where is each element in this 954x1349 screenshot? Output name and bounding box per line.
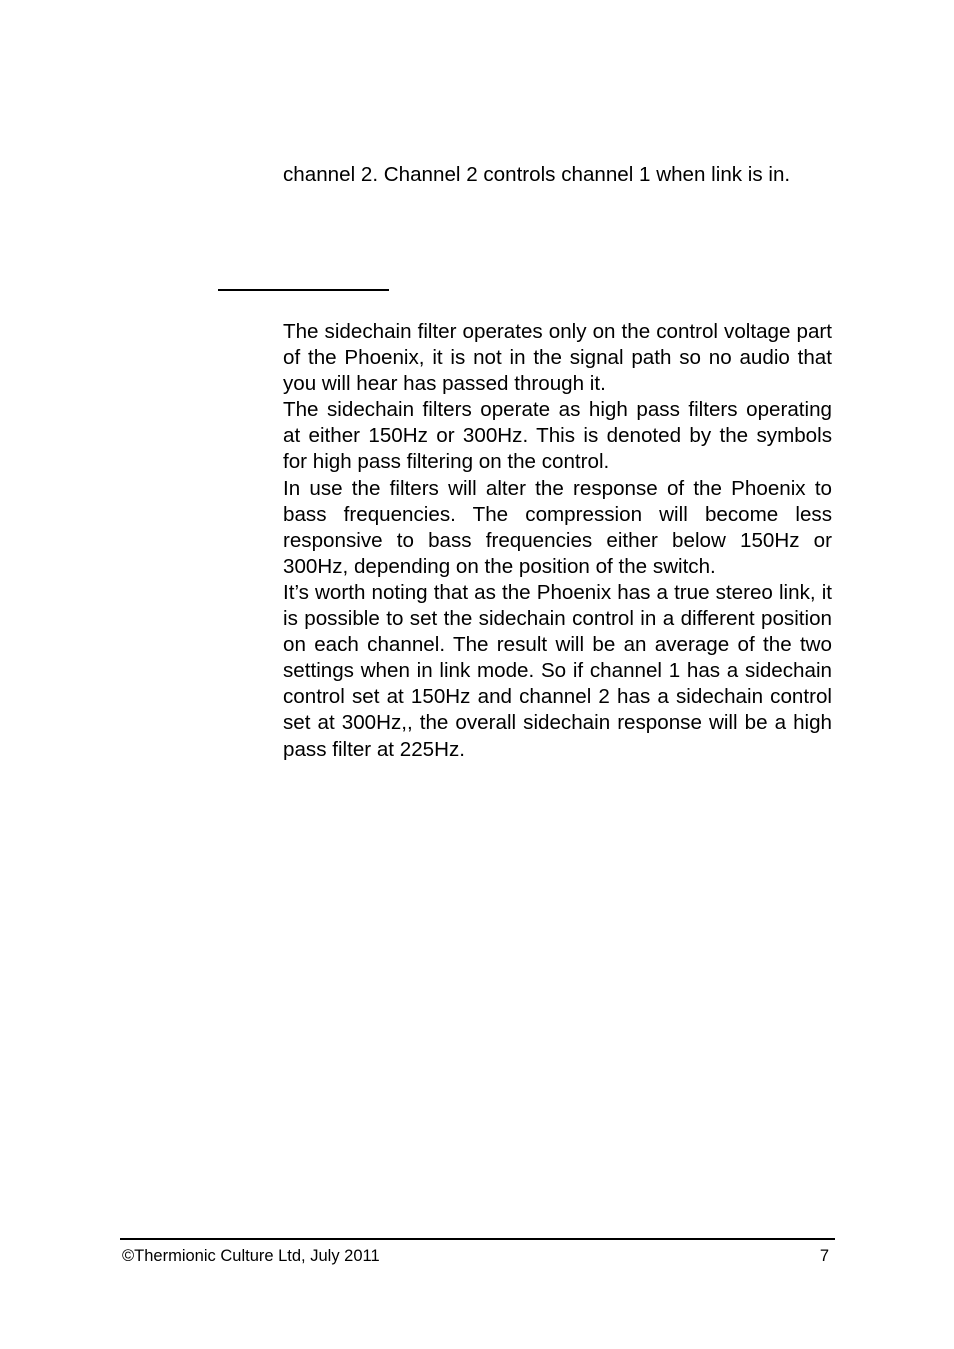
sidechain-paragraph-4: It’s worth noting that as the Phoenix has a true stereo link, it is possible to set the sidechain control in a different position on each channel. The result will be an average of the two settings when in link mode. So if channel 1 has a sidechain control set at 150Hz and channel 2 has a sidechain control set at 300Hz,, the overall sidechain response will be a high pass filter at 225Hz. [283,580,832,761]
page-number: 7 [819,1247,829,1265]
sidechain-paragraph-1: The sidechain filter operates only on the control voltage part of the Phoenix, it is not in the signal path so no audio that you will hear has passed through it. [283,320,832,396]
sidechain-paragraph-2: The sidechain filters operate as high pass filters operating at either 150Hz or 300Hz. This is denoted by the symbols for high pass filtering on the control. [283,398,832,474]
sidechain-section [283,319,832,763]
footer-copyright: ©Thermionic Culture Ltd, July 2011 [122,1247,380,1265]
intro-paragraph: channel 2. Channel 2 controls channel 1 when link is in. [283,163,791,186]
footer-rule [120,1238,835,1240]
intro-continuation [283,162,832,188]
section-heading-rule [218,289,389,291]
sidechain-paragraph-3: In use the filters will alter the response of the Phoenix to bass frequencies. The compression will become less responsive to bass frequencies either below 150Hz or 300Hz, depending on the position of the switch. [283,476,832,578]
